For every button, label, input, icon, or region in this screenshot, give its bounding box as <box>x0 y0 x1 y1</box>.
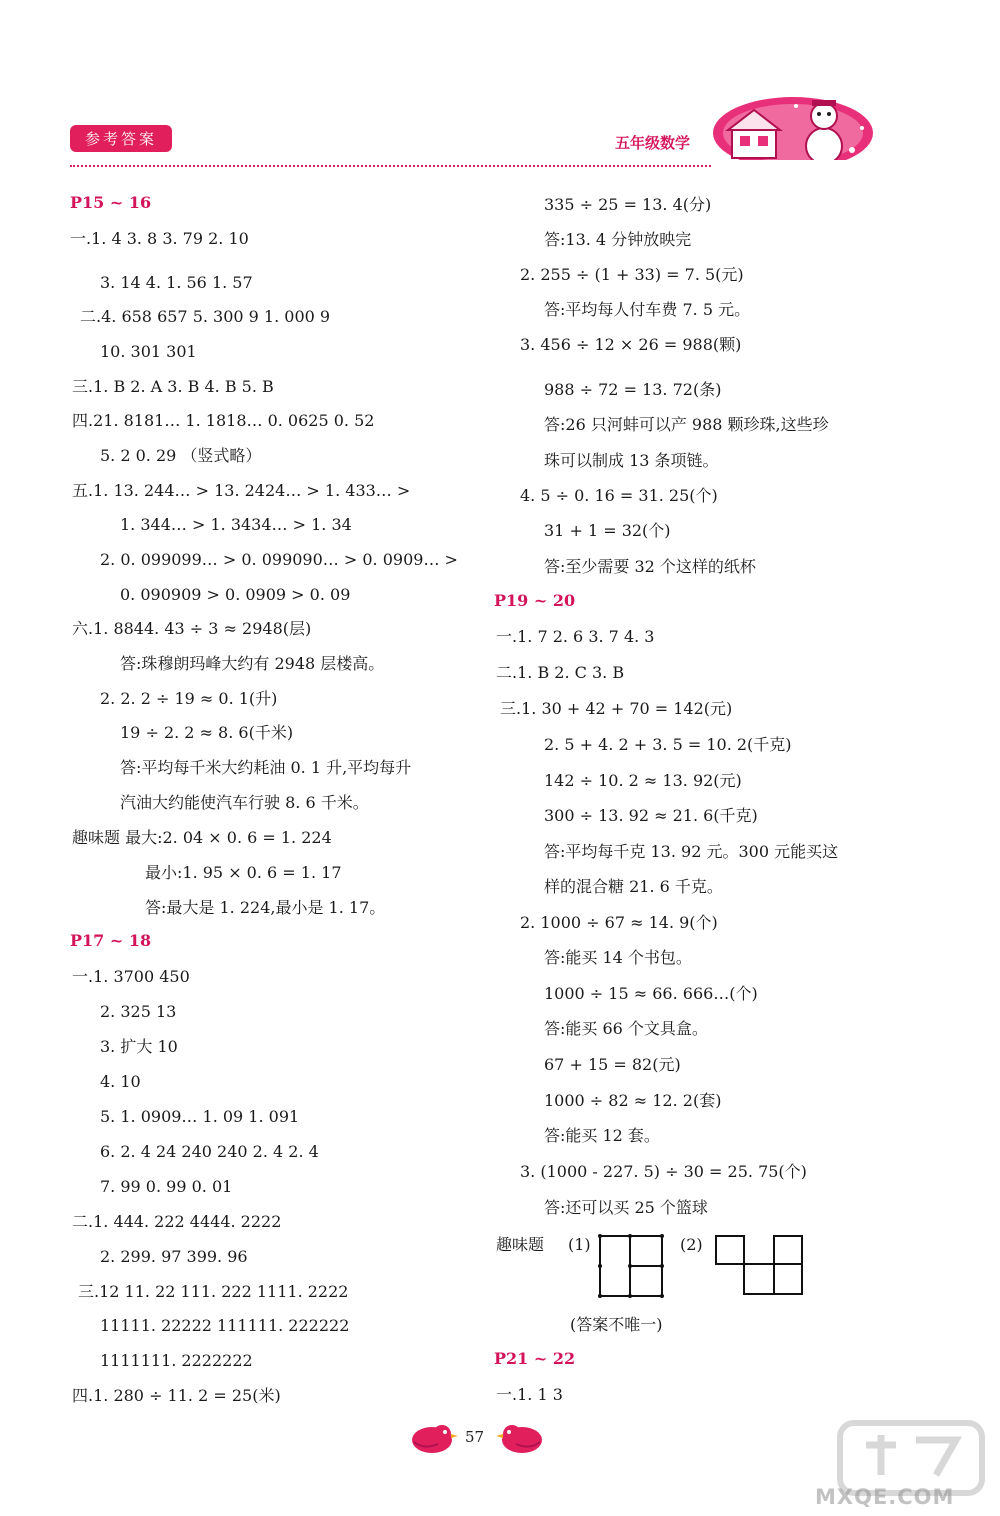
answer-line: 一.1. 7 2. 6 3. 7 4. 3 <box>496 627 655 646</box>
answer-line: 5. 1. 0909… 1. 09 1. 091 <box>100 1107 300 1126</box>
snowman-illustration <box>712 88 874 170</box>
answer-line: 3. 扩大 10 <box>100 1037 178 1056</box>
answer-line: 1000 ÷ 15 ≈ 66. 666…(个) <box>544 984 758 1003</box>
answer-line: 答:能买 66 个文具盒。 <box>544 1019 708 1038</box>
answer-line: 31 + 1 = 32(个) <box>544 521 671 540</box>
answer-line: 一.1. 1 3 <box>496 1385 563 1404</box>
subject-title: 五年级数学 <box>615 134 691 152</box>
answer-line: 3. (1000 - 227. 5) ÷ 30 = 25. 75(个) <box>520 1162 807 1181</box>
answer-line: 样的混合糖 21. 6 千克。 <box>544 877 723 896</box>
answer-line: 答:26 只河蚌可以产 988 颗珍珠,这些珍 <box>544 415 829 434</box>
answer-line: 趣味题 <box>496 1235 545 1254</box>
answer-line: 6. 2. 4 24 240 240 2. 4 2. 4 <box>100 1142 319 1161</box>
answer-line: 1111111. 2222222 <box>100 1351 253 1370</box>
answer-line: 珠可以制成 13 条项链。 <box>544 451 719 470</box>
section-heading: P21 ~ 22 <box>494 1349 576 1368</box>
note-line: (答案不唯一) <box>570 1315 663 1334</box>
puzzle-figure-1 <box>598 1234 664 1298</box>
answer-line: 三.1. B 2. A 3. B 4. B 5. B <box>72 377 274 396</box>
answer-line: 答:平均每千米大约耗油 0. 1 升,平均每升 <box>120 758 412 777</box>
answer-line: 988 ÷ 72 = 13. 72(条) <box>544 380 722 399</box>
section-heading: P15 ~ 16 <box>70 193 152 212</box>
answer-line: 二.1. B 2. C 3. B <box>496 663 625 682</box>
answer-line: 最小:1. 95 × 0. 6 = 1. 17 <box>145 863 342 882</box>
answer-line: 2. 299. 97 399. 96 <box>100 1247 248 1266</box>
answer-line: 一.1. 3700 450 <box>72 967 190 986</box>
figure-label: (2) <box>680 1235 703 1254</box>
answer-line: 0. 090909 > 0. 0909 > 0. 09 <box>120 585 351 604</box>
answer-line: 2. 1000 ÷ 67 ≈ 14. 9(个) <box>520 913 718 932</box>
answer-line: 11111. 22222 111111. 222222 <box>100 1316 350 1335</box>
answer-line: 三.12 11. 22 111. 222 1111. 2222 <box>78 1282 349 1301</box>
answer-line: 2. 2. 2 ÷ 19 ≈ 0. 1(升) <box>100 689 278 708</box>
answer-line: 答:至少需要 32 个这样的纸杯 <box>544 557 756 576</box>
answer-line: 答:平均每人付车费 7. 5 元。 <box>544 300 751 319</box>
answer-line: 五.1. 13. 244… > 13. 2424… > 1. 433… > <box>72 481 411 500</box>
answer-line: 1. 344… > 1. 3434… > 1. 34 <box>120 515 352 534</box>
answer-line: 答:最大是 1. 224,最小是 1. 17。 <box>145 898 386 917</box>
answer-badge: 参考答案 <box>70 125 172 152</box>
header-divider <box>70 165 715 167</box>
answer-line: 142 ÷ 10. 2 ≈ 13. 92(元) <box>544 771 742 790</box>
answer-line: 3. 456 ÷ 12 × 26 = 988(颗) <box>520 335 742 354</box>
answer-line: 答:能买 12 套。 <box>544 1126 660 1145</box>
answer-line: 二.4. 658 657 5. 300 9 1. 000 9 <box>80 307 331 326</box>
answer-line: 六.1. 8844. 43 ÷ 3 ≈ 2948(层) <box>72 619 312 638</box>
answer-line: 335 ÷ 25 = 13. 4(分) <box>544 195 712 214</box>
answer-line: 趣味题 最大:2. 04 × 0. 6 = 1. 224 <box>72 828 332 847</box>
answer-line: 三.1. 30 + 42 + 70 = 142(元) <box>500 699 733 718</box>
answer-line: 二.1. 444. 222 4444. 2222 <box>72 1212 282 1231</box>
answer-line: 2. 0. 099099… > 0. 099090… > 0. 0909… > <box>100 550 458 569</box>
watermark-text: MXQE.COM <box>815 1485 955 1509</box>
answer-line: 19 ÷ 2. 2 ≈ 8. 6(千米) <box>120 723 294 742</box>
answer-line: 10. 301 301 <box>100 342 197 361</box>
section-heading: P19 ~ 20 <box>494 591 576 610</box>
section-heading: P17 ~ 18 <box>70 931 152 950</box>
answer-line: 5. 2 0. 29 （竖式略） <box>100 446 262 465</box>
answer-line: 2. 5 + 4. 2 + 3. 5 = 10. 2(千克) <box>544 735 792 754</box>
answer-line: 1000 ÷ 82 ≈ 12. 2(套) <box>544 1091 722 1110</box>
answer-line: 一.1. 4 3. 8 3. 79 2. 10 <box>70 229 249 248</box>
answer-line: 7. 99 0. 99 0. 01 <box>100 1177 233 1196</box>
answer-line: 答:珠穆朗玛峰大约有 2948 层楼高。 <box>120 654 385 673</box>
answer-line: 答:还可以买 25 个篮球 <box>544 1198 708 1217</box>
puzzle-figure-2 <box>714 1234 806 1298</box>
answer-line: 四.21. 8181… 1. 1818… 0. 0625 0. 52 <box>72 411 375 430</box>
answer-line: 3. 14 4. 1. 56 1. 57 <box>100 273 253 292</box>
answer-line: 4. 5 ÷ 0. 16 = 31. 25(个) <box>520 486 718 505</box>
answer-line: 答:13. 4 分钟放映完 <box>544 230 692 249</box>
answer-line: 四.1. 280 ÷ 11. 2 = 25(米) <box>72 1386 281 1405</box>
figure-label: (1) <box>568 1235 591 1254</box>
bird-icon <box>496 1420 546 1456</box>
page-number: 57 <box>465 1428 485 1446</box>
answer-line: 汽油大约能使汽车行驶 8. 6 千米。 <box>120 793 369 812</box>
bird-icon <box>408 1420 458 1456</box>
answer-line: 300 ÷ 13. 92 ≈ 21. 6(千克) <box>544 806 758 825</box>
answer-line: 4. 10 <box>100 1072 141 1091</box>
answer-line: 答:能买 14 个书包。 <box>544 948 692 967</box>
answer-line: 2. 255 ÷ (1 + 33) = 7. 5(元) <box>520 265 744 284</box>
answer-line: 2. 325 13 <box>100 1002 177 1021</box>
answer-line: 67 + 15 = 82(元) <box>544 1055 681 1074</box>
answer-line: 答:平均每千克 13. 92 元。300 元能买这 <box>544 842 839 861</box>
